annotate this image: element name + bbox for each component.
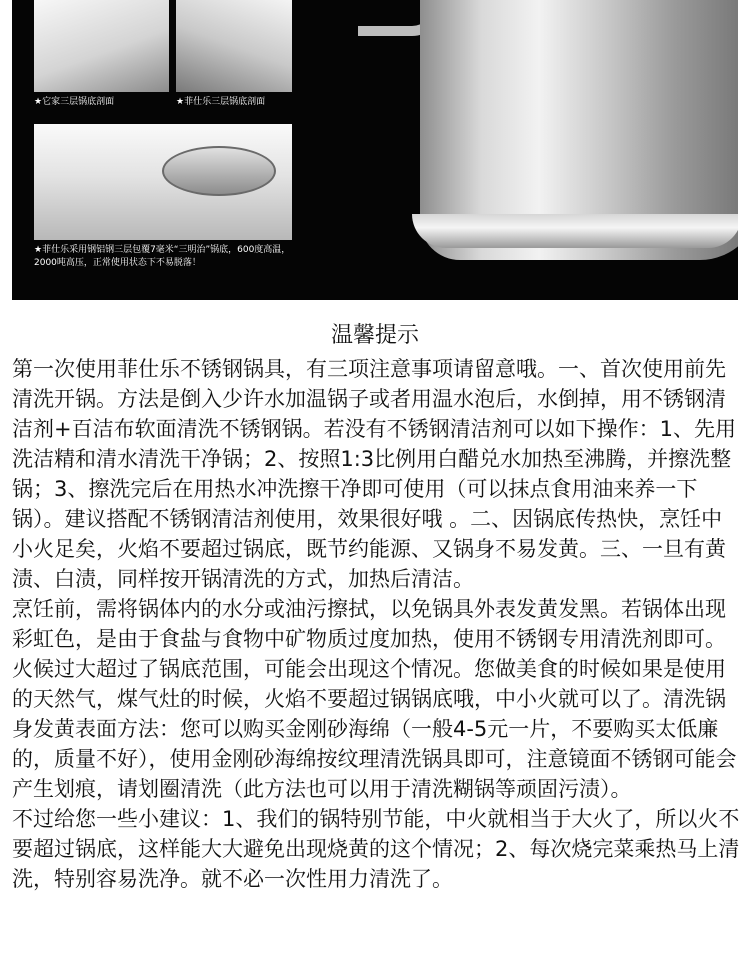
tips-paragraph-1: 第一次使用菲仕乐不锈钢锅具，有三项注意事项请留意哦。一、首次使用前先清洗开锅。方法是倒入少许水加温锅子或者用温水泡后，水倒掉，用不锈钢清洁剂+百洁布软面清洗不锈钢锅。若没有不锈钢清洁剂可以如下操作：1、先用洗洁精和清水清洗干净锅；2、按照1:3比例用白醋兑水加热至沸腾，并擦洗整锅；3、擦洗完后在用热水冲洗擦干净即可使用（可以抹点食用油来养一下锅）。建议搭配不锈钢清洁剂使用，效果很好哦 。二、因锅底传热快，烹饪中小火足矣，火焰不要超过锅底，既节约能源、又锅身不易发黄。三、一旦有黄渍、白渍，同样按开锅清洗的方式，加热后清洁。 (12, 357, 736, 591)
fissler-base-cross-section-image (176, 0, 292, 92)
caption-fissler: ★菲仕乐三层锅底剖面 (176, 97, 266, 107)
page-title: 温馨提示 (330, 323, 419, 348)
product-photo (12, 0, 738, 300)
pot-rim-image (412, 214, 738, 248)
competitor-base-cross-section-image (34, 0, 169, 92)
caption-competitor: ★它家三层锅底剖面 (34, 97, 115, 107)
caption-sandwich-base: ★菲仕乐采用钢铝钢三层包覆7毫米“三明治”锅底，600度高温，2000吨高压，正常使用状态下不易脱落！ (34, 245, 291, 268)
tips-paragraph-3: 不过给您一些小建议：1、我们的锅特别节能，中火就相当于大火了，所以火不要超过锅底，这样能大大避免出现烧黄的这个情况；2、每次烧完菜乘热马上清洗，特别容易洗净。就不必一次性用力清洗了。 (12, 807, 740, 891)
tips-body (12, 354, 740, 894)
tips-paragraph-2: 烹饪前，需将锅体内的水分或油污擦拭，以免锅具外表发黄发黑。若锅体出现彩虹色，是由于食盐与食物中矿物质过度加热，使用不锈钢专用清洗剂即可。火候过大超过了锅底范围，可能会出现这个情况。您做美食的时候如果是使用的天然气，煤气灶的时候，火焰不要超过锅锅底哦，中小火就可以了。清洗锅身发黄表面方法：您可以购买金刚砂海绵（一般4-5元一片，不要购买太低廉的，质量不好），使用金刚砂海绵按纹理清洗锅具即可，注意镜面不锈钢可能会产生划痕，请划圈清洗（此方法也可以用于清洗糊锅等顽固污渍）。 (12, 597, 737, 801)
base-disc-image (162, 146, 276, 196)
